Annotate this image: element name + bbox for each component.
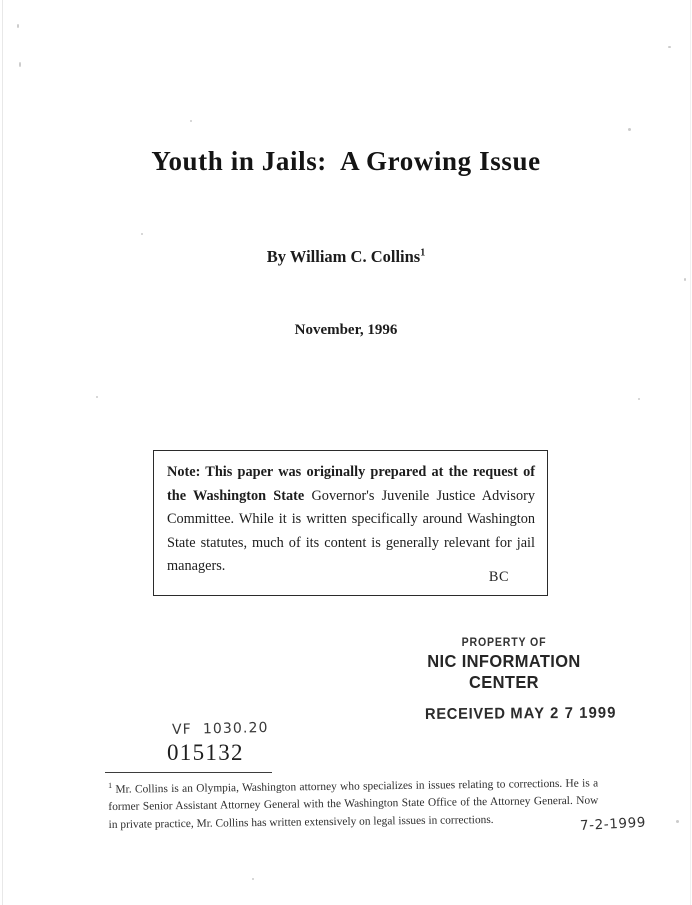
scan-edge-right xyxy=(690,0,691,905)
scan-speckle xyxy=(684,278,686,281)
note-text-bold: Note: This paper was originally prepared at the request of the Washington State xyxy=(167,464,535,504)
note-initials: BC xyxy=(488,569,509,585)
scan-speckle xyxy=(668,46,671,48)
scan-speckle xyxy=(628,128,631,131)
document-title: Youth in Jails: A Growing Issue xyxy=(151,146,541,176)
note-text xyxy=(167,461,535,579)
property-of-stamp-line2: NIC INFORMATION CENTER xyxy=(427,651,581,692)
scan-edge-left xyxy=(2,0,3,905)
handwritten-vf-number: VF 1030.20 xyxy=(171,719,269,738)
scan-speckle xyxy=(676,820,679,823)
scan-speckle xyxy=(19,62,21,67)
byline-footnote-marker: 1 xyxy=(420,247,426,259)
property-of-stamp-line1: PROPERTY OF xyxy=(461,637,547,649)
scan-speckle xyxy=(252,878,254,880)
publication-date: November, 1996 xyxy=(294,322,398,338)
footnote-separator-rule xyxy=(105,772,272,773)
scan-speckle xyxy=(17,24,19,28)
received-stamp-date: MAY 2 7 1999 xyxy=(510,704,617,723)
accession-number: 015132 xyxy=(167,740,244,765)
scan-speckle xyxy=(141,233,143,235)
note-text-regular: Governor's Juvenile Justice Advisory Committee. While it is written specifically around Washington State statutes, much of its content is generally relevant for jail managers. xyxy=(167,487,535,574)
scan-speckle xyxy=(96,396,98,398)
footnote-text xyxy=(108,771,599,835)
handwritten-date: 7-2-1999 xyxy=(579,814,647,834)
scan-speckle xyxy=(638,398,640,400)
author-name: By William C. Collins xyxy=(266,247,421,266)
received-stamp xyxy=(425,705,617,724)
footnote-marker: 1 xyxy=(108,780,113,790)
property-of-stamp xyxy=(404,637,604,693)
author-byline xyxy=(0,247,692,267)
footnote-body: Mr. Collins is an Olympia, Washington attorney who specializes in issues relating to corrections. He is a former Senior Assistant Attorney General with the Washington State Office of the Attorney General. Now in private practice, Mr. Collins has written extensively on legal issues in corrections. xyxy=(108,777,599,831)
scan-speckle xyxy=(190,120,192,122)
received-stamp-label: RECEIVED xyxy=(424,705,506,723)
note-box xyxy=(153,450,548,596)
